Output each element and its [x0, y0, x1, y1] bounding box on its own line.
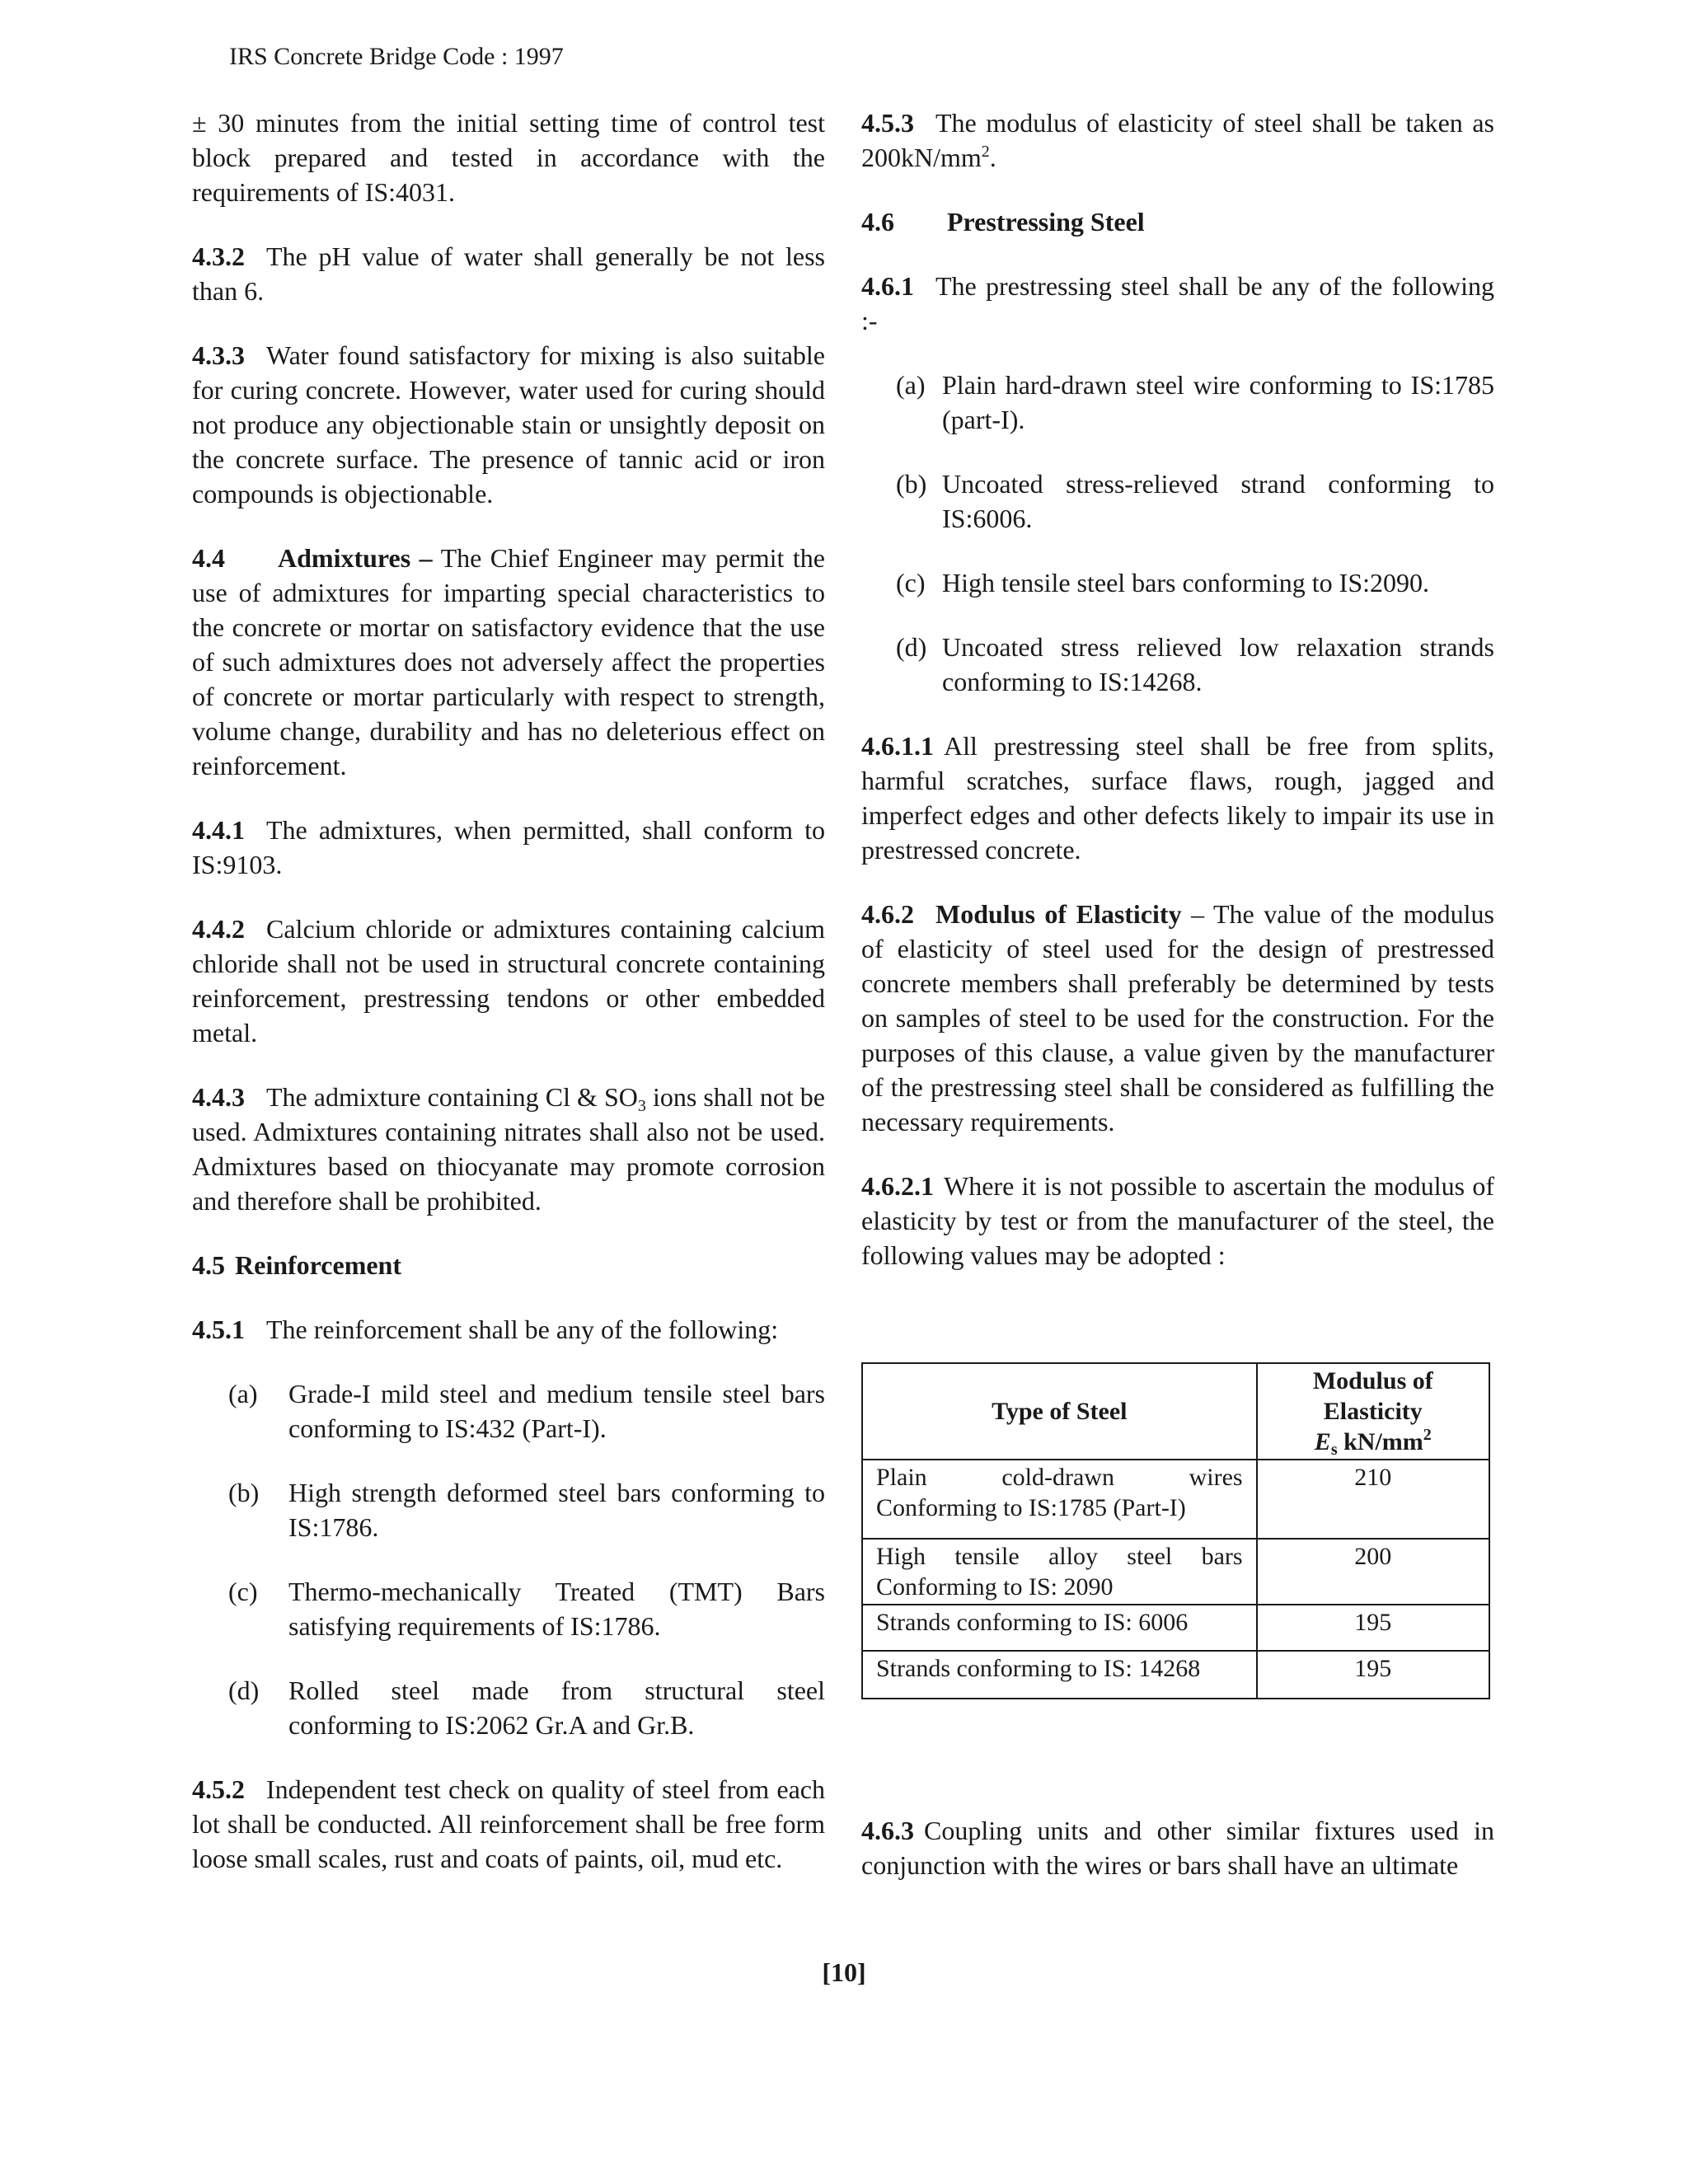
list-item [861, 565, 1494, 600]
section-number: 4.6 [861, 207, 894, 237]
steel-type-line: Conforming to IS:1785 (Part-I) [876, 1494, 1186, 1521]
clause-4-6-2 [861, 897, 1494, 1139]
list-item-label: (a) [896, 370, 926, 400]
clause-title: Admixtures – [278, 543, 433, 573]
list-item [192, 1673, 825, 1742]
section-title: Reinforcement [235, 1250, 401, 1280]
modulus-value: 195 [1257, 1651, 1489, 1699]
clause-text: The admixture containing Cl & SO [266, 1082, 638, 1112]
list-item [861, 630, 1494, 699]
section-title: Prestressing Steel [947, 207, 1145, 237]
list-item-label: (c) [896, 568, 926, 598]
list-item-label: (d) [896, 632, 927, 662]
header-line: Elasticity [1323, 1398, 1423, 1425]
clause-4-4-3 [192, 1080, 825, 1218]
list-item-label: (c) [228, 1577, 258, 1606]
header-line: Modulus of [1312, 1367, 1433, 1394]
clause-4-6-1-1 [861, 729, 1494, 867]
steel-type-line: Plain cold-drawn wires [876, 1464, 1243, 1491]
list-item-text: Uncoated stress relieved low relaxation strands conforming to IS:14268. [942, 632, 1494, 696]
section-number: 4.5 [192, 1250, 225, 1280]
clause-number: 4.3.2 [192, 241, 245, 271]
list-item-text: High strength deformed steel bars conforming to IS:1786. [288, 1478, 825, 1542]
table-row [862, 1539, 1489, 1605]
steel-type-cell [862, 1539, 1257, 1605]
clause-4-6-2-1 [861, 1169, 1494, 1272]
table-header-type: Type of Steel [862, 1363, 1257, 1460]
clause-4-5-1 [192, 1312, 825, 1347]
clause-text: The pH value of water shall generally be not less than 6. [192, 241, 825, 306]
modulus-value: 210 [1257, 1460, 1489, 1539]
list-item-text: High tensile steel bars conforming to IS:2090. [942, 568, 1430, 598]
table-header-row [862, 1363, 1489, 1460]
header-unit-line [1271, 1427, 1475, 1457]
list-item-label: (b) [228, 1478, 260, 1507]
clause-number: 4.6.3 [861, 1816, 914, 1845]
clause-text: Calcium chloride or admixtures containing calcium chloride shall not be used in structural concrete containing reinforcement, prestressing tendons or other embedded metal. [192, 914, 825, 1047]
steel-type-cell [862, 1460, 1257, 1539]
steel-type-line: Conforming to IS: 2090 [876, 1573, 1114, 1601]
clause-text: All prestressing steel shall be free from splits, harmful scratches, surface flaws, rough, jagged and imperfect edges and other defects likely to impair its use in prestressed concrete. [861, 731, 1494, 865]
superscript: 2 [981, 143, 990, 161]
clause-text: Water found satisfactory for mixing is also suitable for curing concrete. However, water used for curing should not produce any objectionable stain or unsightly deposit on the concrete surface. The presence of tannic acid or iron compounds is objectionable. [192, 340, 825, 509]
clause-number: 4.5.3 [861, 108, 914, 138]
clause-4-5-2 [192, 1772, 825, 1876]
section-heading-4-5 [192, 1248, 825, 1282]
clause-4-3-2 [192, 239, 825, 308]
clause-number: 4.4 [192, 543, 225, 573]
clause-number: 4.4.2 [192, 914, 245, 944]
clause-text: The modulus of elasticity of steel shall be taken as 200kN/mm [861, 108, 1494, 172]
clause-text: The reinforcement shall be any of the following: [266, 1315, 779, 1344]
table-header-modulus [1257, 1363, 1489, 1460]
list-item [861, 368, 1494, 437]
list-item [192, 1574, 825, 1643]
modulus-value: 200 [1257, 1539, 1489, 1605]
clause-title: Modulus of Elasticity [935, 899, 1182, 929]
section-heading-4-6 [861, 204, 1494, 239]
unit-superscript: 2 [1423, 1426, 1432, 1444]
clause-number: 4.6.2.1 [861, 1171, 934, 1201]
clause-text: The admixtures, when permitted, shall conform to IS:9103. [192, 815, 825, 879]
modulus-value: 195 [1257, 1605, 1489, 1651]
es-subscript: s [1330, 1441, 1338, 1459]
clause-4-6-1 [861, 269, 1494, 338]
clause-text-cont: ions shall not be used. Admixtures containing nitrates shall also not be used. Admixtures based on thiocyanate may promote corrosion and therefore shall be prohibited. [192, 1082, 826, 1216]
page-number: [10] [822, 1957, 866, 1987]
subscript: 3 [637, 1097, 646, 1115]
clause-text: The prestressing steel shall be any of the following :- [861, 271, 1494, 335]
clause-number: 4.3.3 [192, 340, 245, 370]
list-item-label: (d) [228, 1675, 260, 1705]
unit-text: kN/mm [1337, 1428, 1423, 1455]
clause-number: 4.5.2 [192, 1774, 245, 1804]
list-item-label: (a) [228, 1379, 258, 1408]
list-item-text: Plain hard-drawn steel wire conforming to IS:1785 (part-I). [942, 370, 1494, 434]
steel-type-line: High tensile alloy steel bars [876, 1543, 1243, 1570]
clause-4-4 [192, 541, 825, 783]
clause-text: The Chief Engineer may permit the use of admixtures for imparting special characteristics to the concrete or mortar on satisfactory evidence that the use of such admixtures does not adversely affect the properties of concrete or mortar particularly with respect to strength, volume change, durability and has no deleterious effect on reinforcement. [192, 543, 826, 780]
list-item [861, 466, 1494, 536]
left-column [192, 105, 825, 1905]
list-item-text: Grade-I mild steel and medium tensile steel bars conforming to IS:432 (Part-I). [288, 1379, 825, 1443]
right-column [861, 105, 1494, 1302]
table-row [862, 1605, 1489, 1651]
steel-type-cell: Strands conforming to IS: 14268 [862, 1651, 1257, 1699]
clause-text: Where it is not possible to ascertain the modulus of elasticity by test or from the manufacturer of the steel, the following values may be adopted : [861, 1171, 1494, 1270]
clause-4-5-3 [861, 105, 1494, 175]
clause-4-3-3 [192, 338, 825, 511]
list-item-text: Rolled steel made from structural steel conforming to IS:2062 Gr.A and Gr.B. [288, 1675, 825, 1740]
clause-text: Independent test check on quality of steel from each lot shall be conducted. All reinforcement shall be free form loose small scales, rust and coats of paints, oil, mud etc. [192, 1774, 825, 1873]
table-row [862, 1651, 1489, 1699]
clause-number: 4.6.1.1 [861, 731, 934, 761]
clause-text-end: . [989, 143, 996, 172]
clause-number: 4.6.2 [861, 899, 914, 929]
clause-text: – The value of the modulus of elasticity of steel used for the design of prestressed concrete members shall preferably be determined by tests on samples of steel to be used for the construction. For the purposes of this clause, a value given by the manufacturer of the prestressing steel shall be considered as fulfilling the necessary requirements. [861, 899, 1495, 1137]
continued-paragraph: ± 30 minutes from the initial setting time of control test block prepared and tested in accordance with the requirements of IS:4031. [192, 108, 825, 207]
clause-number: 4.5.1 [192, 1315, 245, 1344]
list-item [192, 1475, 825, 1544]
es-symbol: E [1314, 1428, 1331, 1455]
table-row [862, 1460, 1489, 1539]
steel-type-cell: Strands conforming to IS: 6006 [862, 1605, 1257, 1651]
clause-4-4-2 [192, 912, 825, 1050]
list-item-text: Thermo-mechanically Treated (TMT) Bars satisfying requirements of IS:1786. [288, 1577, 825, 1641]
list-item-label: (b) [896, 469, 927, 499]
clause-number: 4.4.1 [192, 815, 245, 845]
list-item-text: Uncoated stress-relieved strand conforming to IS:6006. [942, 469, 1494, 533]
clause-4-6-3 [861, 1813, 1494, 1882]
list-item [192, 1376, 825, 1446]
clause-number: 4.4.3 [192, 1082, 245, 1112]
running-header: IRS Concrete Bridge Code : 1997 [229, 43, 564, 70]
modulus-table [861, 1362, 1490, 1699]
clause-text: Coupling units and other similar fixtures used in conjunction with the wires or bars shall have an ultimate [861, 1816, 1494, 1880]
clause-number: 4.6.1 [861, 271, 914, 301]
clause-4-4-1 [192, 813, 825, 882]
